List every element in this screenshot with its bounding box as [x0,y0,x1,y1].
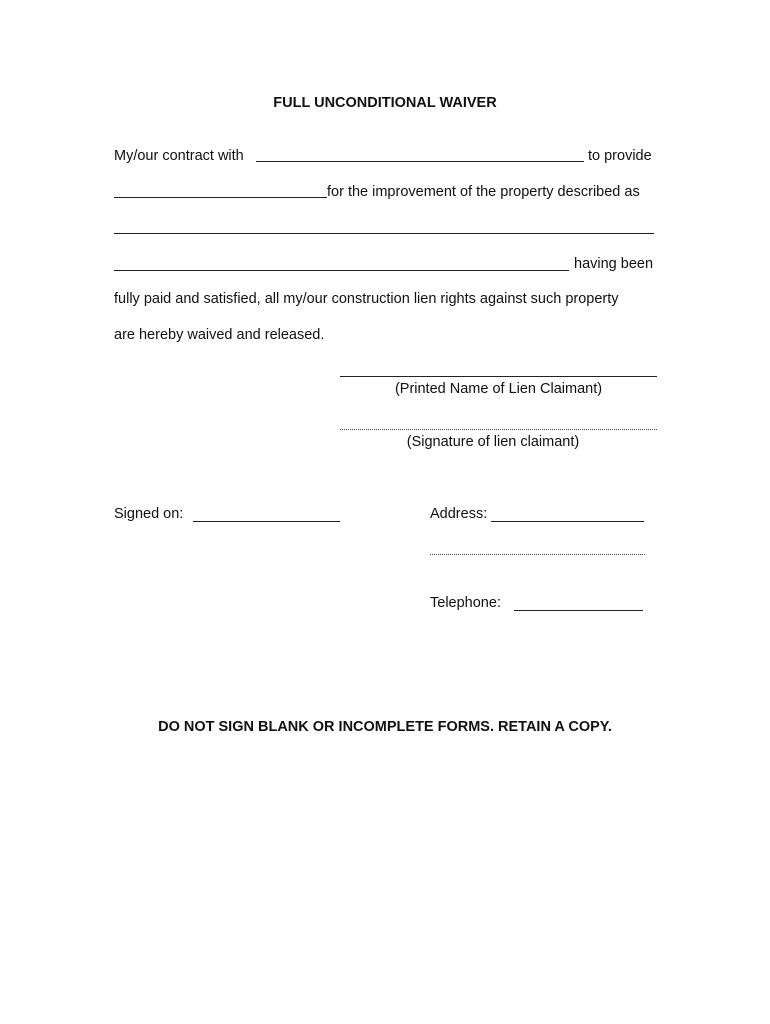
signed-on-date-blank[interactable] [193,521,340,522]
printed-name-blank[interactable] [340,376,657,377]
having-been-label: having been [574,256,654,272]
signed-on-label: Signed on: [114,506,184,522]
services-materials-blank[interactable] [114,197,327,198]
contract-with-label: My/our contract with [114,148,244,164]
signature-blank[interactable] [340,429,657,430]
waived-released-text: are hereby waived and released. [114,327,325,343]
printed-name-label: (Printed Name of Lien Claimant) [394,381,603,397]
document-title: FULL UNCONDITIONAL WAIVER [273,95,497,111]
address-label: Address: [430,506,488,522]
signature-label: (Signature of lien claimant) [406,434,580,450]
to-provide-label: to provide [588,148,652,164]
contractor-name-blank[interactable] [256,161,584,162]
address-blank-1[interactable] [491,521,644,522]
paid-satisfied-text: fully paid and satisfied, all my/our construction lien rights against such property [114,291,619,307]
address-blank-2[interactable] [430,554,645,555]
property-description-blank-2[interactable] [114,270,569,271]
retain-copy-notice: DO NOT SIGN BLANK OR INCOMPLETE FORMS. RETAIN A COPY. [158,719,612,735]
property-description-blank-1[interactable] [114,233,654,234]
improvement-label: for the improvement of the property described as [327,184,640,200]
telephone-label: Telephone: [430,595,501,611]
telephone-blank[interactable] [514,610,643,611]
